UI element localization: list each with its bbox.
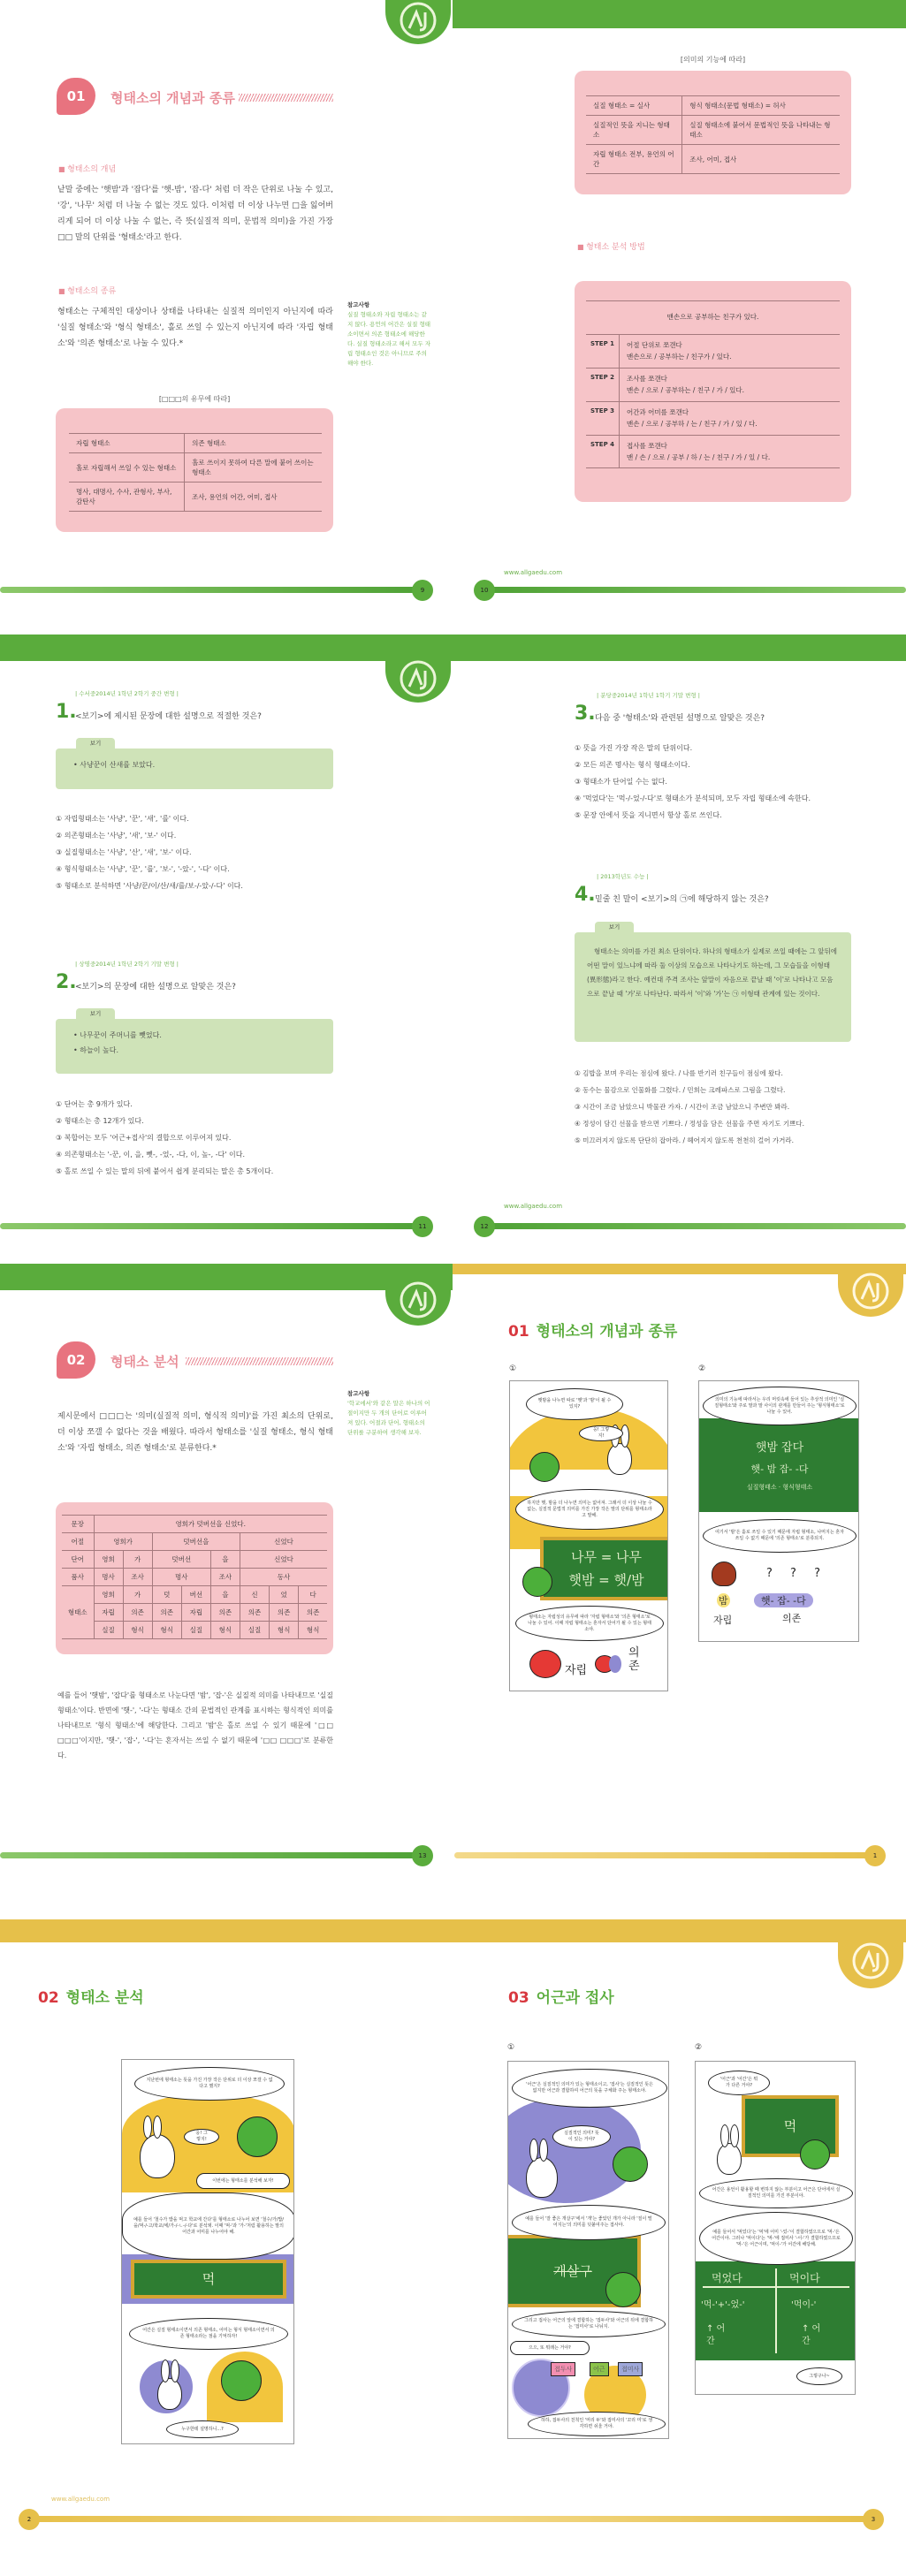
table-cell: 덧 bbox=[152, 1586, 181, 1604]
table-cell: 었 bbox=[270, 1586, 299, 1604]
comic-number: 01 bbox=[508, 1323, 529, 1341]
page-number: 3 bbox=[863, 2509, 884, 2530]
rabbit-character bbox=[526, 2157, 558, 2198]
page-number: 10 bbox=[474, 580, 495, 601]
step-label: STEP 4 bbox=[586, 436, 620, 467]
chalkboard bbox=[699, 1418, 859, 1512]
speech-bubble: 으으, 또 뭐래는 거야? bbox=[510, 2341, 590, 2355]
row-label: 품사 bbox=[62, 1569, 94, 1586]
logo-icon bbox=[850, 1941, 891, 1981]
answer-options bbox=[575, 740, 811, 824]
comic-title bbox=[508, 1318, 677, 1341]
page-number: 1 bbox=[864, 1845, 886, 1866]
spread-pages-11-12 bbox=[0, 623, 906, 1264]
footer-bar bbox=[484, 1223, 906, 1229]
speech-bubble: 여기서 '밤'은 홀로 쓰일 수 있기 때문에 자립 형태소, 나머지는 혼자 쓰일 수 없기 때문에 '의존 형태소'로 분류되지. bbox=[703, 1519, 857, 1553]
speech-bubble: 예를 들어 '철수가 밥을 먹고 학교에 간다'를 형태소로 나누어 보면 '철수/가/밥/을/먹-/-고/학교/에/가-/-ㄴ-/-다'로 분석돼. 이때 '먹-'과 '가-'처럼 활용하는 말의 어간과 어미를 나누어야 해. bbox=[122, 2192, 294, 2260]
question-source: | 2013학년도 수능 | bbox=[597, 873, 649, 880]
bogi-box bbox=[56, 748, 333, 789]
table-header: 실질 형태소 = 실사 bbox=[586, 96, 682, 116]
speech-bubble: 예를 들어서 '먹었다'는 '먹'에 어미 '-었-'이 결합하였으므로 '먹-'은 어간이야. 그러나 '먹이다'는 '먹-'에 접미사 '-이-'가 결합하였으므로 '먹-'은 어근이며, '먹이-'가 어간에 해당해. bbox=[699, 2212, 853, 2265]
answer-option[interactable]: ② 형태소는 총 12개가 있다. bbox=[56, 1117, 144, 1125]
comic-number: 02 bbox=[38, 1989, 59, 2007]
turtle-character bbox=[605, 2272, 641, 2307]
section-title: 형태소 분석 bbox=[110, 1354, 179, 1370]
answer-option[interactable]: ① 뜻을 가진 가장 작은 말의 단위이다. bbox=[575, 744, 693, 752]
section-title: 형태소의 개념과 종류 bbox=[110, 90, 235, 106]
answer-option[interactable]: ① 자립형태소는 '사냥', '꾼', '새', '를' 이다. bbox=[56, 815, 189, 823]
chalkboard-divider bbox=[703, 2286, 849, 2288]
table-cell: 동사 bbox=[240, 1569, 327, 1586]
speech-bubble: 그렇구나~ bbox=[796, 2367, 842, 2385]
table-cell: 자립 형태소 전부, 용언의 어간 bbox=[586, 145, 682, 174]
answer-option[interactable]: ③ 복합어는 모두 '어근+접사'의 결합으로 이루어져 있다. bbox=[56, 1134, 232, 1142]
rabbit-character bbox=[140, 2134, 175, 2178]
table-row bbox=[69, 483, 322, 512]
comic-title-text: 형태소의 개념과 종류 bbox=[536, 1323, 678, 1341]
side-note-text: 실질 형태소와 자립 형태소는 같지 않다. 용언의 어간은 실질 형태소이면서 의존 형태소에 해당한다. 실질 형태소라고 해서 모두 자립 형태소인 것은 아니므로 주의해야 한다. bbox=[347, 311, 431, 367]
table-cell: 다 bbox=[299, 1586, 327, 1604]
table-cell: 실질 bbox=[181, 1622, 210, 1639]
spread-pages-2-3 bbox=[0, 1891, 906, 2576]
table-header: 형식 형태소(문법 형태소) = 허사 bbox=[682, 96, 840, 116]
red-ball-character bbox=[529, 1650, 561, 1678]
table-row bbox=[586, 145, 840, 174]
speech-bubble: '어근'은 실질적인 의미가 있는 형태소이고, '접사'는 실질적인 뜻은 없지만 어근과 결합하여 어근의 뜻을 구체화 주는 형태소야. bbox=[512, 2069, 667, 2108]
question-text: <보기>에 제시된 문장에 대한 설명으로 적절한 것은? bbox=[75, 712, 262, 721]
turtle-character bbox=[237, 2116, 278, 2157]
dependence-table bbox=[69, 433, 322, 512]
comic-title bbox=[508, 1985, 614, 2007]
table-row bbox=[62, 1604, 327, 1622]
footer-bar bbox=[0, 1223, 424, 1229]
table-cell: 명사, 대명사, 수사, 관형사, 부사, 감탄사 bbox=[69, 483, 185, 512]
logo-icon bbox=[850, 1271, 891, 1311]
speech-bubble: 지난번에 형태소는 뜻을 가진 가장 작은 단위로 더 이상 쪼갤 수 없다고 했지? bbox=[134, 2067, 285, 2101]
answer-option[interactable]: ④ '먹었다'는 '먹-/-었-/-다'로 형태소가 분석되며, 모두 자립 형태소에 속한다. bbox=[575, 794, 811, 802]
step-text: 맨손 / 으로 / 공부하 / 는 / 친구 / 가 / 있 / 다. bbox=[627, 420, 758, 428]
table-cell: 의존 bbox=[152, 1604, 181, 1622]
bogi-item: • 하늘이 높다. bbox=[73, 1046, 118, 1054]
speech-bubble: 햇밤을 나누면 따로 '햇'과 '밤'이 될 수 있지? bbox=[526, 1388, 623, 1420]
website-url: www.allgaedu.com bbox=[504, 569, 563, 576]
bogi-label: 보기 bbox=[76, 1008, 115, 1019]
step-label: STEP 1 bbox=[586, 335, 620, 368]
speech-bubble: 이번에는 형태소를 분석해 보자! bbox=[196, 2173, 290, 2189]
row-label: 어절 bbox=[62, 1533, 94, 1551]
comic-title-text: 형태소 분석 bbox=[65, 1989, 144, 2007]
table-cell: 명사 bbox=[152, 1569, 210, 1586]
footer-bar bbox=[0, 1852, 424, 1858]
table-row bbox=[69, 453, 322, 483]
turtle-character bbox=[529, 1452, 560, 1482]
speech-bubble: 하하, 접두사의 친척인 '머리 두'와 접미사의 '꼬리 미'로 생각하면 쉬울 거야. bbox=[528, 2412, 666, 2436]
answer-options bbox=[56, 810, 243, 894]
handwritten-label: 자립 bbox=[713, 1615, 733, 1626]
website-url: www.allgaedu.com bbox=[504, 1203, 563, 1210]
table-cell: 의존 bbox=[299, 1604, 327, 1622]
answer-option[interactable]: ① 단어는 총 9개가 있다. bbox=[56, 1100, 133, 1108]
table-cell: 조사 bbox=[123, 1569, 152, 1586]
morpheme-analysis-table bbox=[62, 1515, 327, 1639]
question-number: 2. bbox=[56, 971, 77, 993]
panel-number: ① bbox=[507, 2043, 515, 2052]
speech-bubble: 형태소는 자립성의 유무에 따라 '자립 형태소'와 '의존 형태소'로 나눌 수 있어. 이때 자립 형태소는 혼자서 단어가 될 수 있는 형태소야. bbox=[515, 1606, 664, 1641]
step-row bbox=[586, 401, 840, 435]
chalkboard-text: 실질형태소 · 형식형태소 bbox=[746, 1484, 813, 1491]
analysis-steps bbox=[586, 300, 840, 468]
table-cell: 자립 bbox=[94, 1604, 123, 1622]
question-text: <보기>의 문장에 대한 설명으로 알맞은 것은? bbox=[75, 983, 236, 992]
speech-bubble: 실질적인 의미? 뜻이 있는 거야? bbox=[552, 2125, 611, 2148]
table-header: 자립 형태소 bbox=[69, 434, 185, 453]
table-cell: 자립 bbox=[181, 1604, 210, 1622]
subheading: ■ 형태소의 개념 bbox=[58, 163, 116, 174]
table-cell: 조사, 어미, 접사 bbox=[682, 145, 840, 174]
comic-panel bbox=[121, 2059, 294, 2444]
paragraph: 낱말 중에는 '햇밤'과 '잡다'를 '햇-밤', '잡-다' 처럼 더 작은 단위로 나눌 수 있고, '강', '나무' 처럼 더 나눌 수 없는 것도 있다. 이처럼 더 이상 나누면 □을 잃어버리게 되어 더 이상 나눌 수 없는, 즉 뜻(실질적 의미, 문법적 의미)을 가진 가장 □□ 말의 단위를 '형태소'라고 한다. bbox=[57, 186, 333, 242]
section-badge: 01 bbox=[57, 78, 95, 115]
answer-option[interactable]: ② 모든 의존 명사는 형식 형태소이다. bbox=[575, 761, 690, 769]
tag-label: 어근 bbox=[590, 2362, 609, 2376]
step-row bbox=[586, 435, 840, 468]
comic-panel bbox=[695, 2061, 856, 2395]
tag-label: 접두사 bbox=[551, 2362, 575, 2376]
comic-panel bbox=[507, 2061, 669, 2439]
table-cell: 홀로 쓰이지 못하여 다른 말에 붙어 쓰이는 형태소 bbox=[185, 453, 322, 483]
speech-bubble: 의미의 기능에 따라서는 우리 머릿속에 들어 있는 추상적 의미인 '실질형태소'와 주로 말과 말 사이의 관계를 만들어 주는 '형식형태소'로 나눌 수 있어. bbox=[703, 1387, 857, 1425]
chalkboard bbox=[131, 2260, 286, 2299]
chalkboard-text: 먹이다 bbox=[789, 2272, 820, 2284]
table-header: 의존 형태소 bbox=[185, 434, 322, 453]
answer-options bbox=[56, 1096, 273, 1180]
table-cell: 형식 bbox=[270, 1622, 299, 1639]
meaning-table bbox=[586, 95, 840, 174]
table-cell: 조사, 용언의 어간, 어미, 접사 bbox=[185, 483, 322, 512]
step-title: 어절 단위로 쪼갠다 bbox=[627, 341, 682, 349]
page-number: 13 bbox=[412, 1845, 433, 1866]
answer-option[interactable]: ⑤ 문장 안에서 뜻을 지니면서 항상 홀로 쓰인다. bbox=[575, 811, 722, 819]
bogi-item: • 나무꾼이 주머니를 뺏었다. bbox=[73, 1031, 162, 1039]
question-number: 4. bbox=[575, 884, 596, 906]
rabbit-character bbox=[157, 2378, 182, 2410]
table-cell: 의존 bbox=[123, 1604, 152, 1622]
answer-option[interactable]: ④ 형식형태소는 '사냥', '꾼', '를', '보-', '-았-', '-다' 이다. bbox=[56, 865, 230, 873]
bogi-box bbox=[575, 932, 851, 1042]
website-url: www.allgaedu.com bbox=[51, 2496, 110, 2503]
table-cell: 영희 bbox=[94, 1551, 123, 1569]
bogi-item: • 사냥꾼이 산새를 보았다. bbox=[73, 761, 156, 769]
question-source: | 수서중2014년 1학년 2학기 중간 변형 | bbox=[75, 690, 179, 697]
subheading: ■ 형태소 분석 방법 bbox=[577, 240, 645, 252]
step-row bbox=[586, 334, 840, 368]
step-text: 맨손으로 / 공부하는 / 친구가 / 있다. bbox=[627, 353, 732, 361]
question-text: 다음 중 '형태소'와 관련된 설명으로 알맞은 것은? bbox=[595, 714, 765, 723]
answer-option[interactable]: ⑤ 미끄러지지 않도록 단단히 잡아라. / 헤어지지 않도록 천천히 걸어 가거라. bbox=[575, 1136, 794, 1144]
logo-icon bbox=[398, 1280, 438, 1320]
page-number: 12 bbox=[474, 1216, 495, 1237]
panel-number: ② bbox=[698, 1364, 706, 1373]
side-note bbox=[347, 1389, 431, 1438]
answer-option[interactable]: ① 김밥을 보며 우리는 점심에 왔다. / 나를 반기러 친구들이 점심에 왔다. bbox=[575, 1069, 783, 1077]
chalkboard-text: 개살구 bbox=[553, 2263, 592, 2279]
spread-pages-9-10 bbox=[0, 0, 906, 619]
panel-number: ② bbox=[695, 2043, 703, 2052]
bogi-text: 형태소는 의미를 가진 최소 단위이다. 하나의 형태소가 실제로 쓰일 때에는 그 앞뒤에 어떤 말이 있느냐에 따라 둘 이상의 모습으로 나타나기도 하는데, 그 모습들을 이형태(異形態)라고 한다. 예컨대 주격 조사는 앞말이 자음으로 끝날 때 '이'로 나타나고 모음으로 끝날 때 '가'로 나타난다. 따라서 '이'와 '가'는 ㉠ 이형태 관계에 있는 것이다. bbox=[587, 947, 837, 998]
question-marks: ? ? ? bbox=[766, 1567, 827, 1580]
table-cell: 형식 bbox=[152, 1622, 181, 1639]
speech-bubble: 어간은 용언이 활용할 때 변하지 않는 부분이고 어근은 단어에서 실질적인 의미를 가진 부분이야. bbox=[699, 2178, 853, 2208]
table-header-row bbox=[586, 96, 840, 116]
table-row bbox=[62, 1586, 327, 1604]
table-caption: [의미의 기능에 따라] bbox=[680, 56, 746, 64]
table-cell: 실질 bbox=[94, 1622, 123, 1639]
spread-pages-13-1 bbox=[0, 1264, 906, 1891]
answer-option[interactable]: ④ 의존형태소는 '-꾼, 이, 을, 뺏-, -었-, -다, 이, 높-, -다' 이다. bbox=[56, 1151, 246, 1159]
chalkboard-text: '먹-'+'-었-' bbox=[701, 2300, 745, 2310]
row-label: 형태소 bbox=[62, 1586, 94, 1639]
handwritten-label: 햇- 잡- -다 bbox=[754, 1593, 813, 1607]
table-cell: 영희가 bbox=[94, 1533, 152, 1551]
step-label: STEP 3 bbox=[586, 402, 620, 435]
table-cell: 덧버선을 bbox=[152, 1533, 240, 1551]
table-cell: 형식 bbox=[123, 1622, 152, 1639]
footer-bar bbox=[29, 2516, 873, 2522]
paragraph: 예를 들어 '햇밤', '잡다'를 형태소로 나눈다면 '밤', '잡-'은 실질적 의미를 나타내므로 '실질 형태소'이다. 반면에 '햇-', '-다'는 형태소 간의 문법적인 관계를 표시하는 형식적인 의미를 나타내므로 '형식 형태소'에 해당한다. 그리고 '밤'은 홀로 쓰일 수 있기 때문에 '□□ □□□'이지만, '햇-', '잡-', '-다'는 혼자서는 쓰일 수 없기 때문에 '□□ □□□'로 분류한다. bbox=[57, 1691, 333, 1759]
page-number: 11 bbox=[412, 1216, 433, 1237]
comic-title bbox=[38, 1985, 144, 2007]
paragraph: 제시문에서 □□□는 '의미(실질적 의미, 형식적 의미)'를 가진 최소의 단위로, 더 이상 쪼갤 수 없다는 것을 배웠다. 따라서 형태소를 '실질 형태소, 형식 형태소'와 '자립 형태소, 의존 형태소'로 분류한다.* bbox=[57, 1412, 333, 1453]
rabbit-character bbox=[607, 1443, 632, 1475]
table-cell: 가 bbox=[123, 1551, 152, 1569]
answer-option[interactable]: ⑤ 홀로 쓰일 수 있는 말의 뒤에 붙어서 쉽게 분리되는 말은 총 5개이다. bbox=[56, 1167, 274, 1175]
page-number: 9 bbox=[412, 580, 433, 601]
example-sentence: 맨손으로 공부하는 친구가 있다. bbox=[586, 300, 840, 334]
turtle-character bbox=[613, 2147, 648, 2182]
table-cell: 신었다 bbox=[240, 1533, 327, 1551]
answer-option[interactable]: ③ 시간이 조금 남았으니 박물관 가자. / 시간이 조금 남았으니 주변만 봐라. bbox=[575, 1103, 790, 1111]
chalkboard-text: 먹 bbox=[783, 2118, 797, 2134]
tag-label: 접미사 bbox=[618, 2362, 643, 2376]
turtle-character bbox=[800, 2139, 830, 2169]
row-label: 문장 bbox=[62, 1516, 94, 1533]
chalkboard-text: 먹었다 bbox=[712, 2272, 742, 2284]
table-cell: 버선 bbox=[181, 1586, 210, 1604]
table-cell: 형식 bbox=[299, 1622, 327, 1639]
table-cell: 의존 bbox=[270, 1604, 299, 1622]
question-number: 1. bbox=[56, 701, 77, 723]
handwritten-label: 의존 bbox=[782, 1613, 802, 1624]
speech-bubble: 하지만 햇, 밤을 더 나누면 의미는 없어져. 그래서 더 이상 나눌 수 없는, 실질적 문법적 의미를 가진 가장 작은 말의 단위를 형태소라고 말해. bbox=[515, 1489, 664, 1530]
question-number: 3. bbox=[575, 703, 596, 725]
table-cell: 신 bbox=[240, 1586, 269, 1604]
handwritten-label: 자립 bbox=[565, 1664, 588, 1677]
handwritten-label: 의존 bbox=[628, 1646, 640, 1673]
rabbit-character bbox=[717, 2143, 742, 2175]
speech-bubble: 응! 그렇지! bbox=[579, 1425, 623, 1441]
table-cell: 을 bbox=[210, 1551, 240, 1569]
question-source: | 분당중2014년 1학년 1학기 기말 변형 | bbox=[597, 692, 700, 699]
table-row bbox=[62, 1533, 327, 1551]
table-cell: 을 bbox=[210, 1586, 240, 1604]
chalkboard bbox=[540, 1537, 668, 1600]
header-bar bbox=[453, 0, 906, 28]
answer-option[interactable]: ③ 형태소가 단어일 수는 없다. bbox=[575, 778, 667, 786]
question-text: 밑줄 친 말이 <보기>의 ㉠에 해당하지 않는 것은? bbox=[595, 895, 769, 904]
side-note-title: 참고사항 bbox=[347, 1390, 370, 1397]
chalkboard-text: 햇밤 잡다 bbox=[755, 1441, 804, 1455]
answer-option[interactable]: ⑤ 형태소로 분석하면 '사냥/꾼/이/산/새/를/보-/-았-/-다' 이다. bbox=[56, 882, 243, 890]
logo-icon bbox=[398, 658, 438, 699]
purple-ball bbox=[609, 1655, 621, 1673]
panel-number: ① bbox=[509, 1364, 517, 1373]
comic-number: 03 bbox=[508, 1989, 529, 2007]
comic-panel bbox=[509, 1380, 668, 1691]
table-row bbox=[586, 116, 840, 145]
footer-bar bbox=[0, 587, 424, 593]
step-title: 어간과 어미를 쪼갠다 bbox=[627, 408, 689, 416]
turtle-character bbox=[522, 1567, 552, 1597]
answer-option[interactable]: ④ 정성이 담긴 선물을 받으면 기쁘다. / 정성을 담은 선물을 주면 자기도 기쁘다. bbox=[575, 1120, 804, 1128]
step-label: STEP 2 bbox=[586, 369, 620, 401]
table-cell: 의존 bbox=[210, 1604, 240, 1622]
speech-bubble: '어근'과 '어간'은 뭐가 다른 거야? bbox=[708, 2071, 770, 2095]
step-title: 접사를 쪼갠다 bbox=[627, 442, 667, 450]
step-text: 맨 / 손 / 으로 / 공부 / 하 / 는 / 친구 / 가 / 있 / 다. bbox=[627, 453, 771, 461]
table-cell: 실질 bbox=[240, 1622, 269, 1639]
comic-panel bbox=[698, 1380, 859, 1642]
handwritten-label: 밤 bbox=[719, 1595, 728, 1607]
chalkboard-text: ↑ 어간 bbox=[706, 2324, 726, 2346]
table-cell: 형식 bbox=[210, 1622, 240, 1639]
speech-bubble: 예를 들어 '잘 좋은 개살구'에서 '개'는 좋았던 개가 아니라 '질이 떨어지는'의 의미를 덧붙여주는 접사야. bbox=[512, 2205, 666, 2240]
header-bar bbox=[0, 635, 906, 661]
chalkboard-text: ↑ 어간 bbox=[802, 2324, 821, 2346]
table-cell: 신었다 bbox=[240, 1551, 327, 1569]
title-hatch-decoration bbox=[239, 94, 333, 102]
chalkboard-text: 햇밤 = 햇/밤 bbox=[568, 1572, 644, 1588]
comic-title-text: 어근과 접사 bbox=[536, 1989, 614, 2007]
chalkboard-text: 먹 bbox=[202, 2271, 216, 2287]
table-cell: 가 bbox=[123, 1586, 152, 1604]
table-cell: 명사 bbox=[94, 1569, 123, 1586]
answer-option[interactable]: ② 동수는 물감으로 인물화를 그렸다. / 민희는 크레파스로 그림을 그렸다. bbox=[575, 1086, 786, 1094]
table-cell: 실질 형태소에 붙어서 문법적인 뜻을 나타내는 형태소 bbox=[682, 116, 840, 145]
step-row bbox=[586, 368, 840, 401]
table-cell: 조사 bbox=[210, 1569, 240, 1586]
speech-bubble: 어간은 실질 형태소이면서 의존 형태소, 어미는 형식 형태소이면서 의존 형태소라는 점을 기억하자! bbox=[129, 2318, 288, 2350]
table-header-row bbox=[69, 434, 322, 453]
table-row bbox=[62, 1622, 327, 1639]
speech-bubble: 응! 그렇지! bbox=[184, 2129, 219, 2145]
chalkboard-text: 햇- 밤 잡- -다 bbox=[750, 1463, 809, 1475]
table-cell: 홀로 자립해서 쓰일 수 있는 형태소 bbox=[69, 453, 185, 483]
table-row bbox=[62, 1551, 327, 1569]
section-badge: 02 bbox=[57, 1341, 95, 1379]
bogi-label: 보기 bbox=[76, 738, 115, 748]
answer-option[interactable]: ③ 실질형태소는 '사냥', '산', '새', '보-' 이다. bbox=[56, 848, 192, 856]
side-note bbox=[347, 300, 431, 369]
table-caption: [□□□의 유무에 따라] bbox=[158, 395, 231, 403]
subheading: ■ 형태소의 종류 bbox=[58, 285, 116, 296]
step-text: 맨손 / 으로 / 공부하는 / 친구 / 가 / 있다. bbox=[627, 386, 745, 394]
chalkboard-table bbox=[696, 2261, 856, 2360]
turtle-character bbox=[221, 2360, 262, 2401]
chestnut-character bbox=[712, 1562, 736, 1586]
question-source: | 상명중2014년 1학년 2학기 기말 변형 | bbox=[75, 961, 179, 968]
header-bar bbox=[0, 1919, 906, 1942]
table-cell: 덧버선 bbox=[152, 1551, 210, 1569]
side-note-text: '학교에서'와 같은 말은 하나의 어절이지만 두 개의 단어로 이루어져 있다. 어절과 단어, 형태소의 단위를 구분하여 생각해 보자. bbox=[347, 1400, 430, 1436]
table-row bbox=[62, 1516, 327, 1533]
footer-bar bbox=[454, 1852, 879, 1858]
step-title: 조사를 쪼갠다 bbox=[627, 375, 667, 383]
paragraph: 형태소는 구체적인 대상이나 상태를 나타내는 실질적 의미인지 아닌지에 따라 '실질 형태소'와 '형식 형태소', 홀로 쓰일 수 있는지 아닌지에 따라 '자립 형태소'와 '의존 형태소'로 나눌 수 있다.* bbox=[57, 308, 333, 348]
chalkboard-text: 나무 = 나무 bbox=[570, 1549, 643, 1565]
logo-icon bbox=[398, 0, 438, 41]
footer-bar bbox=[484, 587, 906, 593]
page-number: 2 bbox=[19, 2509, 40, 2530]
chalkboard-divider bbox=[775, 2268, 777, 2353]
table-cell: 영희가 덧버선을 신었다. bbox=[94, 1516, 327, 1533]
speech-bubble: 누구한테 설명하니...? bbox=[166, 2420, 239, 2438]
answer-options bbox=[575, 1065, 856, 1149]
bogi-box bbox=[56, 1019, 333, 1074]
answer-option[interactable]: ② 의존형태소는 '사냥', '새', '보-' 이다. bbox=[56, 832, 177, 840]
row-label: 단어 bbox=[62, 1551, 94, 1569]
speech-bubble: 그리고 접사는 어근의 앞에 결합하는 '접두사'와 어근의 뒤에 결합하는 '접미사'로 나뉘지. bbox=[512, 2311, 666, 2337]
table-cell: 의존 bbox=[240, 1604, 269, 1622]
side-note-title: 참고사항 bbox=[347, 301, 370, 308]
bogi-label: 보기 bbox=[595, 922, 634, 932]
table-cell: 실질적인 뜻을 지니는 형태소 bbox=[586, 116, 682, 145]
table-cell: 영희 bbox=[94, 1586, 123, 1604]
title-hatch-decoration bbox=[186, 1357, 333, 1365]
chalkboard-text: '먹이-' bbox=[791, 2300, 817, 2310]
table-row bbox=[62, 1569, 327, 1586]
